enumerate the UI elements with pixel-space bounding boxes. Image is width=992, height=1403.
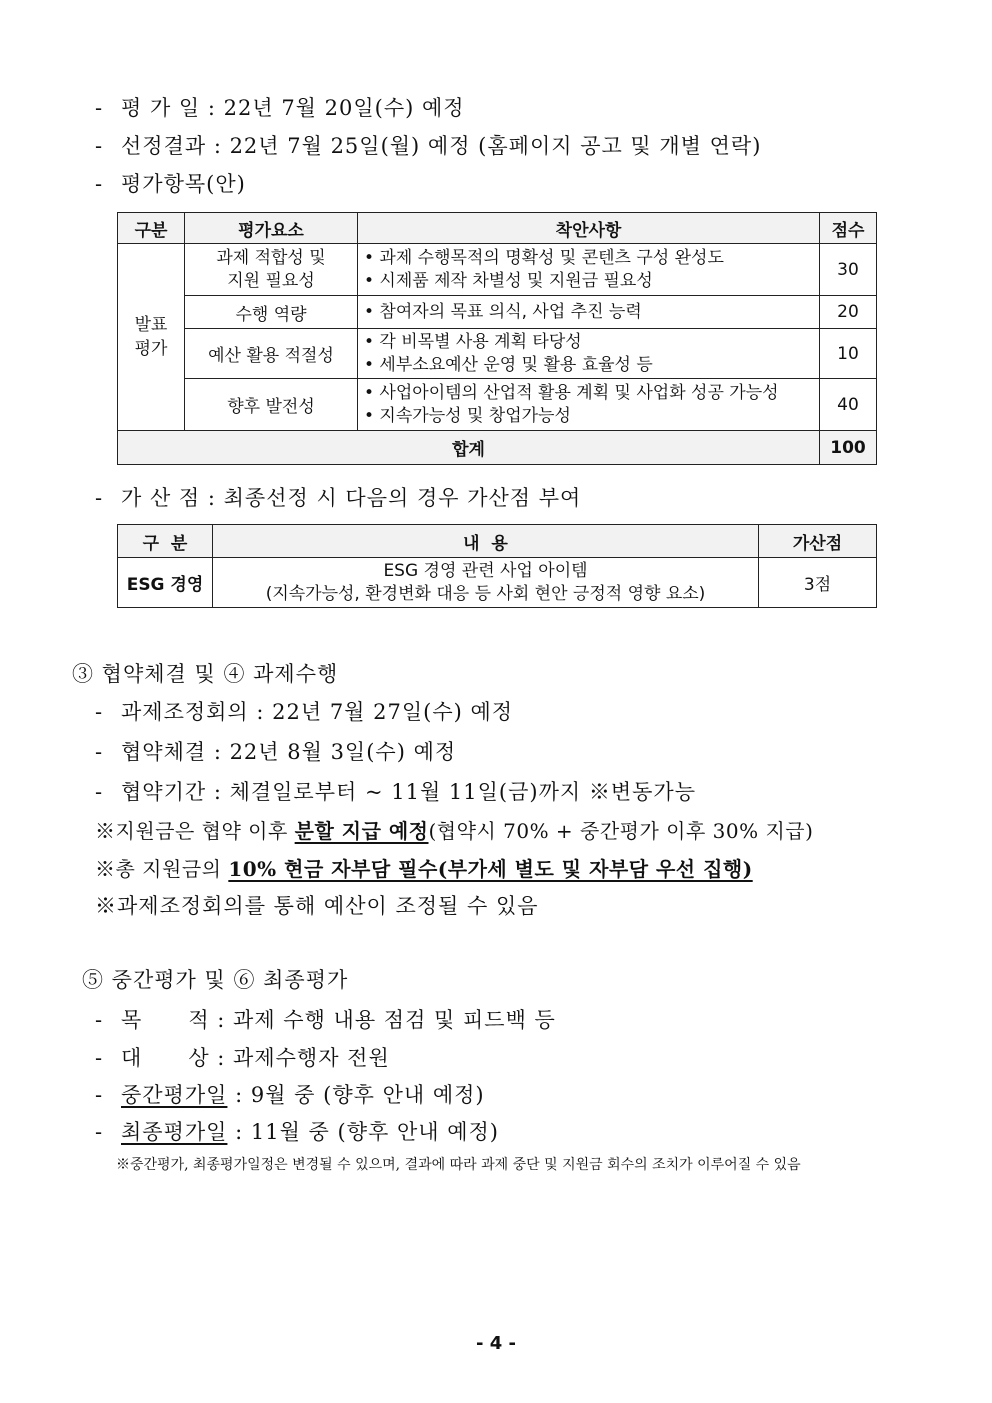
final-eval-label: 최종평가일	[121, 1120, 228, 1144]
eval-score-cell: 30	[820, 244, 877, 296]
eval-header-row	[118, 213, 877, 244]
section3-line3: - 협약기간 : 체결일로부터 ~ 11월 11일(금)까지 ※변동가능	[95, 780, 696, 804]
eval-header-factor: 평가요소	[185, 213, 358, 244]
note1-suffix: (협약시 70% + 중간평가 이후 30% 지급)	[428, 819, 814, 843]
eval-category-cell: 발표 평가	[118, 244, 185, 431]
items-title-text: 평가항목(안)	[121, 172, 246, 196]
eval-score-cell: 40	[820, 379, 877, 431]
items-title-line: - 평가항목(안)	[95, 172, 246, 196]
section5-line2: - 대 상 : 과제수행자 전원	[95, 1046, 390, 1070]
eval-header-category: 구분	[118, 213, 185, 244]
section3-line1: - 과제조정회의 : 22년 7월 27일(수) 예정	[95, 700, 514, 724]
eval-criteria-cell: • 과제 수행목적의 명확성 및 콘텐츠 구성 완성도 • 시제품 제작 차별성 및 지원금 필요성	[358, 244, 820, 296]
table-row	[118, 329, 877, 379]
note1-prefix: ※지원금은 협약 이후	[95, 819, 295, 843]
section3-line1-text: 과제조정회의 : 22년 7월 27일(수) 예정	[121, 700, 514, 724]
eval-score-cell: 20	[820, 296, 877, 329]
bonus-points-cell: 3점	[759, 558, 877, 608]
section5-note: ※중간평가, 최종평가일정은 변경될 수 있으며, 결과에 따라 과제 중단 및 지원금 회수의 조치가 이루어질 수 있음	[116, 1157, 801, 1173]
section3-note1	[95, 815, 813, 844]
section3-line2-text: 협약체결 : 22년 8월 3일(수) 예정	[121, 740, 457, 764]
table-row	[118, 558, 877, 608]
interim-eval-label: 중간평가일	[121, 1083, 228, 1107]
section3-line3-text: 협약기간 : 체결일로부터 ~ 11월 11일(금)까지 ※변동가능	[121, 780, 696, 804]
bonus-header-points: 가산점	[759, 525, 877, 558]
note2-prefix: ※총 지원금의	[95, 857, 229, 881]
eval-total-value: 100	[820, 431, 877, 465]
eval-score-cell: 10	[820, 329, 877, 379]
section5-line1: - 목 적 : 과제 수행 내용 점검 및 피드백 등	[95, 1008, 556, 1032]
eval-factor-cell: 향후 발전성	[185, 379, 358, 431]
result-line: - 선정결과 : 22년 7월 25일(월) 예정 (홈페이지 공고 및 개별 연락)	[95, 134, 762, 158]
bonus-intro-line: - 가 산 점 : 최종선정 시 다음의 경우 가산점 부여	[95, 486, 582, 510]
eval-total-label: 합계	[118, 431, 820, 465]
eval-factor-cell: 수행 역량	[185, 296, 358, 329]
bonus-category-cell: ESG 경영	[118, 558, 213, 608]
eval-criteria-cell: • 사업아이템의 산업적 활용 계획 및 사업화 성공 가능성 • 지속가능성 및 창업가능성	[358, 379, 820, 431]
eval-date-text: 평 가 일 : 22년 7월 20일(수) 예정	[121, 96, 465, 120]
section5-line3: - 중간평가일 : 9월 중 (향후 안내 예정)	[95, 1083, 485, 1107]
section3-note2	[95, 853, 753, 882]
eval-header-criteria: 착안사항	[358, 213, 820, 244]
eval-date-line: - 평 가 일 : 22년 7월 20일(수) 예정	[95, 96, 465, 120]
section5-heading: ⑤ 중간평가 및 ⑥ 최종평가	[82, 968, 349, 992]
eval-total-row	[118, 431, 877, 465]
eval-criteria-cell: • 참여자의 목표 의식, 사업 추진 능력	[358, 296, 820, 329]
bonus-intro-text: 가 산 점 : 최종선정 시 다음의 경우 가산점 부여	[121, 486, 582, 510]
bonus-table	[117, 524, 877, 608]
eval-factor-cell: 예산 활용 적절성	[185, 329, 358, 379]
note2-emphasis: 10% 현금 자부담 필수(부가세 별도 및 자부담 우선 집행)	[228, 857, 753, 881]
page-number: - 4 -	[476, 1333, 516, 1354]
eval-factor-cell: 과제 적합성 및 지원 필요성	[185, 244, 358, 296]
final-eval-text: : 11월 중 (향후 안내 예정)	[227, 1120, 499, 1144]
result-text: 선정결과 : 22년 7월 25일(월) 예정 (홈페이지 공고 및 개별 연락)	[121, 134, 762, 158]
interim-eval-text: : 9월 중 (향후 안내 예정)	[227, 1083, 485, 1107]
section5-line4: - 최종평가일 : 11월 중 (향후 안내 예정)	[95, 1120, 499, 1144]
table-row	[118, 296, 877, 329]
bonus-content-cell: ESG 경영 관련 사업 아이템 (지속가능성, 환경변화 대응 등 사회 현안 긍정적 영향 요소)	[213, 558, 759, 608]
note1-emphasis: 분할 지급 예정	[294, 819, 429, 843]
section5-line1-text: 목 적 : 과제 수행 내용 점검 및 피드백 등	[121, 1008, 556, 1032]
table-row	[118, 379, 877, 431]
section3-line2: - 협약체결 : 22년 8월 3일(수) 예정	[95, 740, 457, 764]
eval-header-score: 점수	[820, 213, 877, 244]
evaluation-table	[117, 212, 877, 465]
section3-note3: ※과제조정회의를 통해 예산이 조정될 수 있음	[95, 894, 539, 918]
section5-line2-text: 대 상 : 과제수행자 전원	[121, 1046, 390, 1070]
table-row	[118, 244, 877, 296]
section3-heading: ③ 협약체결 및 ④ 과제수행	[72, 662, 339, 686]
bonus-header-row	[118, 525, 877, 558]
bonus-header-category: 구 분	[118, 525, 213, 558]
bonus-header-content: 내 용	[213, 525, 759, 558]
eval-criteria-cell: • 각 비목별 사용 계획 타당성 • 세부소요예산 운영 및 활용 효율성 등	[358, 329, 820, 379]
